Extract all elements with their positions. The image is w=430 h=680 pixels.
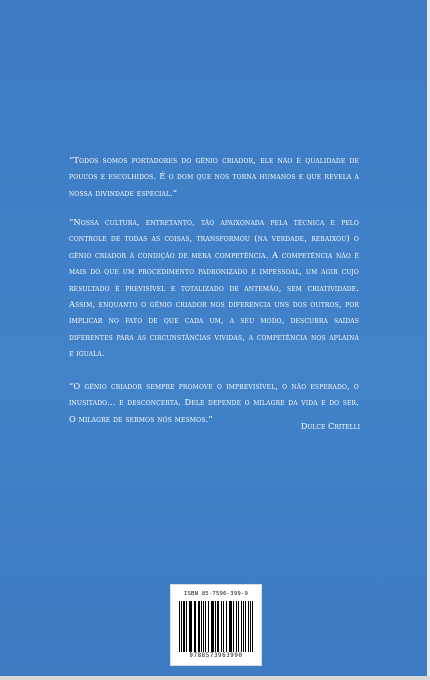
quote-paragraph-1: “Todos somos portadores do gênio criador, ele não é qualidade de poucos e escolhidos. É o dom que nos torna humanos e que revela a nossa divindade especial.” — [69, 155, 359, 198]
barcode-number: 9788573963990 — [189, 653, 243, 659]
quote-paragraph-2: “Nossa cultura, entretanto, tão apaixonada pela técnica e pelo controle de todas as coisas, transformou (na verdade, rebaixou) o gênio criador à condição de mera competência. A competência não é mais do que um procedimento padronizado e impessoal, um agir cujo resultado é previsível e totalizado de antemão, sem criatividade. Assim, enquanto o gênio criador nos diferencia uns dos outros, por implicar no fato de que cada um, a seu modo, descubra saídas diferentes para as circunstâncias vividas, a competência nos aplaina e iguala. — [69, 217, 359, 359]
quote-paragraph-3: “O gênio criador sempre promove o imprevisível, o não esperado, o inusitado... e desconcerta. Dele depende o milagre da vida e do ser. O milagre de sermos nós mesmos.” — [69, 381, 359, 424]
author-name: Dulce Critelli — [300, 421, 360, 431]
isbn-text: ISBN 85-7596-399-9 — [183, 591, 249, 597]
barcode-bars — [179, 601, 253, 652]
barcode-label — [170, 584, 262, 666]
bottom-strip — [0, 676, 430, 680]
